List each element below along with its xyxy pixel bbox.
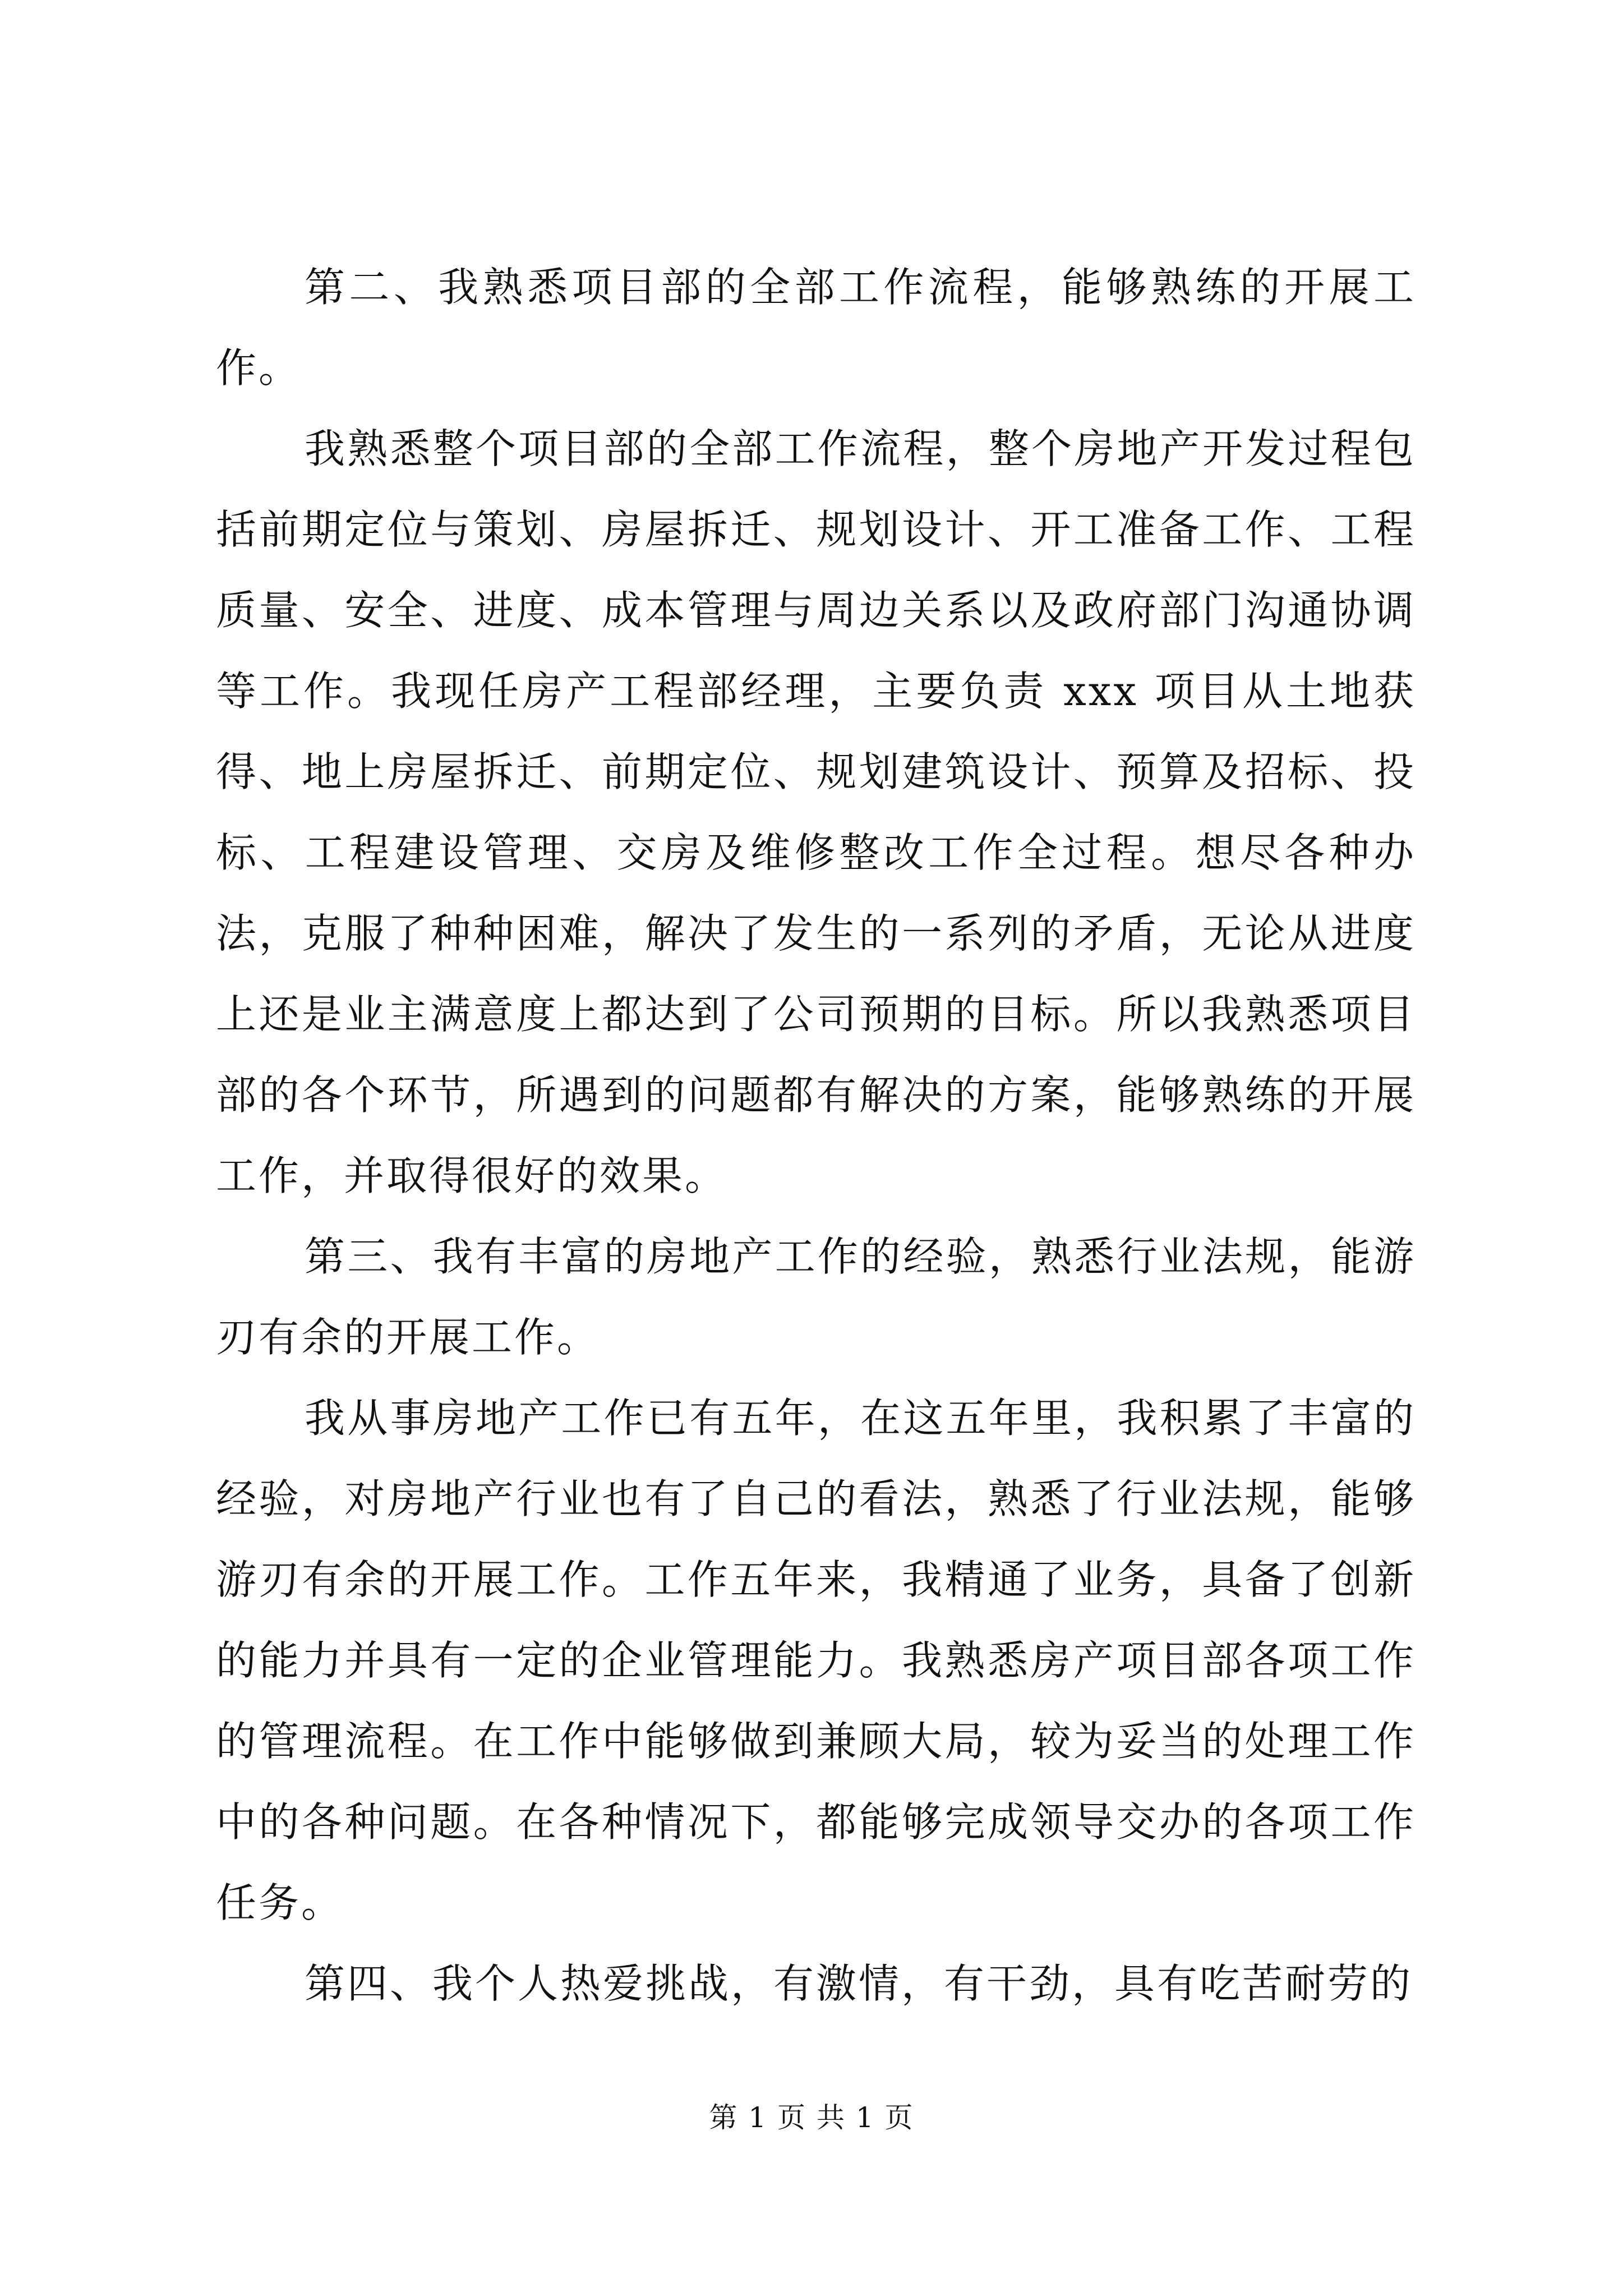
paragraph-section-three-heading: 第三、我有丰富的房地产工作的经验，熟悉行业法规，能游刃有余的开展工作。 [216,1233,1416,1361]
paragraph-section-four-heading: 第四、我个人热爱挑战，有激情，有干劲，具有吃苦耐劳的 [305,1960,1413,2007]
paragraph-section-three-body: 我从事房地产工作已有五年，在这五年里，我积累了丰富的经验，对房地产行业也有了自己的看法，熟悉了行业法规，能够游刃有余的开展工作。工作五年来，我精通了业务，具备了创新的能力并具有一定的企业管理能力。我熟悉房产项目部各项工作的管理流程。在工作中能够做到兼顾大局，较为妥当的处理工作中的各种问题。在各种情况下，都能够完成领导交办的各项工作任务。 [216,1395,1416,1926]
paragraph-section-two-body: 我熟悉整个项目部的全部工作流程，整个房地产开发过程包括前期定位与策划、房屋拆迁、规划设计、开工准备工作、工程质量、安全、进度、成本管理与周边关系以及政府部门沟通协调等工作。我现任房产工程部经理，主要负责 xxx 项目从土地获得、地上房屋拆迁、前期定位、规划建筑设计、预算及招标、投标、工程建设管理、交房及维修整改工作全过程。想尽各种办法，克服了种种困难，解决了发生的一系列的矛盾，无论从进度上还是业主满意度上都达到了公司预期的目标。所以我熟悉项目部的各个环节，所遇到的问题都有解决的方案，能够熟练的开展工作，并取得很好的效果。 [216,425,1416,1199]
page-number-footer: 第 1 页 共 1 页 [709,2101,914,2134]
document-body [216,247,1416,2024]
paragraph-section-two-heading: 第二、我熟悉项目部的全部工作流程，能够熟练的开展工作。 [216,264,1416,392]
